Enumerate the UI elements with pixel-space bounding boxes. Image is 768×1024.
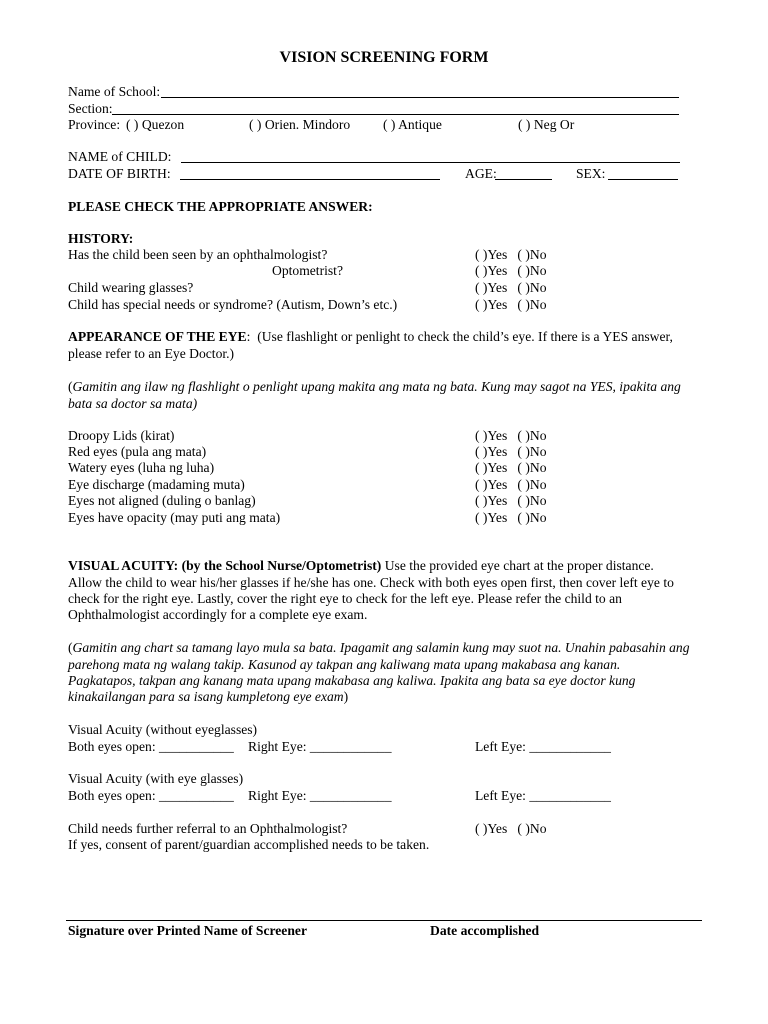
appearance-item: Eyes not aligned (duling o banlag) — [68, 493, 256, 508]
history-item: Optometrist? — [272, 263, 343, 278]
visual-acuity-tagalog: (Gamitin ang chart sa tamang layo mula sa bata. Ipagamit ang salamin kung may suot na. Unahin pabasahin ang — [68, 640, 690, 655]
appearance-yes-no[interactable]: ( )Yes ( )No — [475, 444, 547, 459]
dob-field[interactable] — [180, 179, 440, 180]
without-both-eyes-field[interactable]: Both eyes open: ___________ — [68, 739, 234, 754]
date-accomplished-label: Date accomplished — [430, 923, 540, 938]
visual-acuity-tagalog: Pagkatapos, takpan ang kanang mata upang makabasa ang kaliwa. Ipakita ang bata sa eye doctor kung — [68, 673, 636, 688]
appearance-heading: APPEARANCE OF THE EYE — [68, 329, 247, 344]
history-yes-no[interactable]: ( )Yes ( )No — [475, 263, 547, 278]
history-yes-no[interactable]: ( )Yes ( )No — [475, 280, 547, 295]
with-eyeglasses-label: Visual Acuity (with eye glasses) — [68, 771, 244, 786]
visual-acuity-heading: VISUAL ACUITY: (by the School Nurse/Optometrist) — [68, 558, 382, 573]
visual-acuity-text: Allow the child to wear his/her glasses if he/she has one. Check with both eyes open first, then cover left eye to — [68, 575, 674, 590]
appearance-item: Eye discharge (madaming muta) — [68, 477, 245, 492]
with-left-eye-field[interactable]: Left Eye: ____________ — [475, 788, 611, 803]
province-option-negros-oriental[interactable]: ( ) Neg Or — [518, 117, 575, 132]
appearance-intro-text: : (Use flashlight or penlight to check the child’s eye. If there is a YES answer, — [246, 329, 673, 344]
appearance-item: Red eyes (pula ang mata) — [68, 444, 207, 459]
sex-label: SEX: — [576, 166, 606, 181]
form-title: VISION SCREENING FORM — [279, 49, 489, 66]
appearance-tagalog-line2: bata sa doctor sa mata) — [68, 396, 198, 411]
signature-line[interactable] — [66, 920, 702, 921]
with-right-eye-field[interactable]: Right Eye: ____________ — [248, 788, 392, 803]
appearance-yes-no[interactable]: ( )Yes ( )No — [475, 428, 547, 443]
school-name-field[interactable] — [161, 97, 679, 98]
appearance-intro — [68, 329, 673, 345]
section-field[interactable] — [112, 114, 679, 115]
appearance-item: Droopy Lids (kirat) — [68, 428, 175, 443]
school-name-label: Name of School: — [68, 84, 161, 99]
appearance-yes-no[interactable]: ( )Yes ( )No — [475, 510, 547, 525]
province-option-oriental-mindoro[interactable]: ( ) Orien. Mindoro — [249, 117, 351, 132]
province-label: Province: — [68, 117, 121, 132]
history-item: Has the child been seen by an ophthalmologist? — [68, 247, 328, 262]
history-yes-no[interactable]: ( )Yes ( )No — [475, 297, 547, 312]
appearance-yes-no[interactable]: ( )Yes ( )No — [475, 477, 547, 492]
sex-field[interactable] — [608, 179, 678, 180]
appearance-item: Eyes have opacity (may puti ang mata) — [68, 510, 281, 525]
age-label: AGE: — [465, 166, 497, 181]
visual-acuity-tagalog: kinakailangan para sa isang kumpletong eye exam) — [68, 689, 349, 704]
with-both-eyes-field[interactable]: Both eyes open: ___________ — [68, 788, 234, 803]
referral-question: Child needs further referral to an Ophthalmologist? — [68, 821, 348, 836]
appearance-yes-no[interactable]: ( )Yes ( )No — [475, 493, 547, 508]
appearance-tagalog-line1: (Gamitin ang ilaw ng flashlight o penlight upang makita ang mata ng bata. Kung may sagot na YES, ipakita ang — [68, 379, 681, 394]
without-eyeglasses-label: Visual Acuity (without eyeglasses) — [68, 722, 258, 737]
section-label: Section: — [68, 101, 113, 116]
child-name-label: NAME of CHILD: — [68, 149, 172, 164]
age-field[interactable] — [495, 179, 552, 180]
visual-acuity-text: check for the right eye. Lastly, cover the right eye to check for the left eye. Please refer the child to an — [68, 591, 622, 606]
instruction-heading: PLEASE CHECK THE APPROPRIATE ANSWER: — [68, 199, 373, 214]
screener-signature-label: Signature over Printed Name of Screener — [68, 923, 307, 938]
history-item: Child has special needs or syndrome? (Autism, Down’s etc.) — [68, 297, 398, 312]
consent-note: If yes, consent of parent/guardian accomplished needs to be taken. — [68, 837, 430, 852]
child-name-field[interactable] — [181, 162, 680, 163]
dob-label: DATE OF BIRTH: — [68, 166, 171, 181]
province-option-antique[interactable]: ( ) Antique — [383, 117, 442, 132]
appearance-intro-line2: please refer to an Eye Doctor.) — [68, 346, 235, 361]
without-left-eye-field[interactable]: Left Eye: ____________ — [475, 739, 611, 754]
without-right-eye-field[interactable]: Right Eye: ____________ — [248, 739, 392, 754]
history-heading: HISTORY: — [68, 231, 134, 246]
history-item: Child wearing glasses? — [68, 280, 194, 295]
referral-yes-no[interactable]: ( )Yes ( )No — [475, 821, 547, 836]
visual-acuity-intro: VISUAL ACUITY: (by the School Nurse/Optometrist) Use the provided eye chart at the proper distance. — [68, 558, 654, 573]
visual-acuity-text: Ophthalmologist accordingly for a complete eye exam. — [68, 607, 368, 622]
visual-acuity-tagalog: parehong mata ng walang takip. Kasunod ay takpan ang kaliwang mata upang makabasa ang kanan. — [68, 657, 621, 672]
province-option-quezon[interactable]: ( ) Quezon — [126, 117, 185, 132]
appearance-yes-no[interactable]: ( )Yes ( )No — [475, 460, 547, 475]
appearance-item: Watery eyes (luha ng luha) — [68, 460, 215, 475]
history-yes-no[interactable]: ( )Yes ( )No — [475, 247, 547, 262]
